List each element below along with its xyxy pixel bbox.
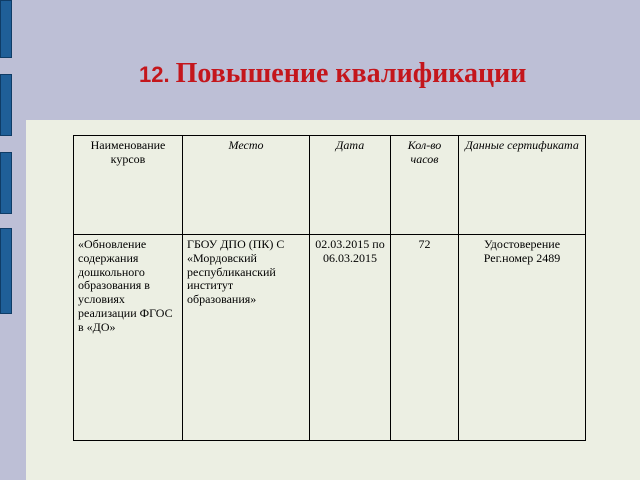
- cell-course-name: «Обновление содержания дошкольного образования в условиях реализации ФГОС в «ДО»: [74, 235, 183, 441]
- header-date: Дата: [310, 136, 391, 235]
- cell-certificate: Удостоверение Рег.номер 2489: [459, 235, 586, 441]
- cell-hours: 72: [391, 235, 459, 441]
- cell-date: 02.03.2015 по 06.03.2015: [310, 235, 391, 441]
- header-hours: Кол-во часов: [391, 136, 459, 235]
- slide-title-text: Повышение квалификации: [175, 58, 527, 89]
- slide-number: 12.: [139, 62, 170, 87]
- header-course-name: Наименование курсов: [74, 136, 183, 235]
- header-place: Место: [183, 136, 310, 235]
- decorative-bar-4: [0, 228, 12, 314]
- qualification-table: [73, 135, 586, 441]
- cell-place: ГБОУ ДПО (ПК) С «Мордовский республиканский институт образования»: [183, 235, 310, 441]
- slide-title: [139, 60, 526, 88]
- table-header-row: [74, 136, 586, 235]
- slide-header: [14, 0, 640, 120]
- decorative-bar-1: [0, 0, 12, 58]
- header-certificate: Данные сертификата: [459, 136, 586, 235]
- decorative-bar-2: [0, 74, 12, 136]
- content-panel: [26, 120, 640, 480]
- table-row: [74, 235, 586, 441]
- decorative-bar-3: [0, 152, 12, 214]
